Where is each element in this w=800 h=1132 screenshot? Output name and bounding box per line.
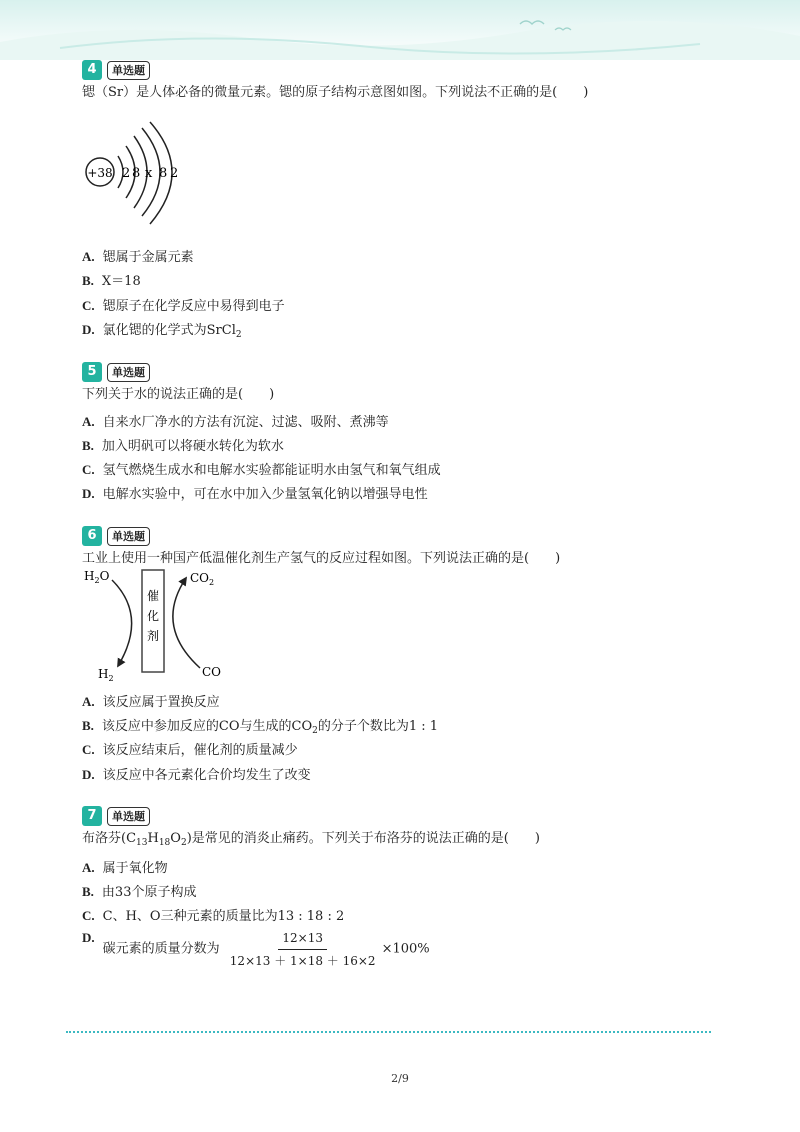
arrow-h2o-to-h2	[112, 580, 132, 666]
option-a[interactable]: A. 自来水厂净水的方法有沉淀、过滤、吸附、煮沸等	[82, 414, 389, 430]
option-b[interactable]: B. 该反应中参加反应的CO与生成的$CO_2$的分子个数比为1 : 1	[82, 718, 439, 736]
shell-5-electrons: 2	[170, 166, 179, 181]
question-type-badge: 单选题	[107, 363, 150, 382]
option-c[interactable]: C. 锶原子在化学反应中易得到电子	[82, 298, 285, 314]
option-c[interactable]: C. 氢气燃烧生成水和电解水实验都能证明水由氢气和氧气组成	[82, 462, 441, 478]
catalyst-char-2: 化	[146, 609, 160, 623]
nucleus-label: +38	[87, 166, 113, 180]
fraction-denominator: 12×13 ＋ 1×18 ＋ 16×2	[229, 954, 376, 968]
question-5	[82, 362, 742, 405]
shell-2-electrons: 8	[132, 166, 141, 181]
option-a[interactable]: A. 属于氧化物	[82, 860, 168, 876]
option-d[interactable]: D. 该反应中各元素化合价均发生了改变	[82, 767, 311, 783]
page-number: 2/9	[391, 1072, 409, 1085]
h2-label: $H_2$	[98, 667, 114, 683]
header-decoration	[0, 0, 800, 60]
option-b[interactable]: B. 加入明矾可以将硬水转化为软水	[82, 438, 284, 454]
question-type-badge: 单选题	[107, 527, 150, 546]
co-label: CO	[202, 665, 222, 679]
option-d[interactable]: D. 氯化锶的化学式为SrCl$_2$	[82, 322, 242, 340]
footer-divider	[66, 1031, 711, 1033]
fraction-numerator: 12×13	[278, 928, 327, 950]
option-d[interactable]: D.碳元素的质量分数为 $\frac{12\times 13}{12\times 13 + 1\times 18 + 16\times 2}$ ×100%	[82, 928, 430, 971]
arrow-co-to-co2	[173, 578, 200, 668]
question-stem: 下列关于水的说法正确的是( )	[82, 387, 275, 402]
question-type-badge: 单选题	[107, 61, 150, 80]
question-4	[82, 60, 742, 103]
question-stem: 工业上使用一种国产低温催化剂生产氢气的反应过程如图。下列说法正确的是( )	[82, 551, 561, 566]
option-b[interactable]: B. 由33个原子构成	[82, 884, 197, 900]
shell-3-electrons: x	[145, 166, 153, 181]
option-c[interactable]: C. 该反应结束后，催化剂的质量减少	[82, 742, 298, 758]
option-a[interactable]: A. 锶属于金属元素	[82, 249, 194, 265]
question-stem: 布洛芬$(C_{13}H_{18}O_2)$是常见的消炎止痛药。下列关于布洛芬的说法正确的是( )	[82, 831, 540, 848]
question-stem: 锶（Sr）是人体必备的微量元素。锶的原子结构示意图如图。下列说法不正确的是( )	[82, 85, 589, 100]
catalyst-char-1: 催	[146, 589, 160, 603]
question-7	[82, 806, 742, 849]
question-number: 7	[82, 806, 102, 826]
option-d[interactable]: D. 电解水实验中，可在水中加入少量氢氧化钠以增强导电性	[82, 486, 428, 502]
catalyst-char-3: 剂	[146, 629, 160, 643]
option-a[interactable]: A. 该反应属于置换反应	[82, 694, 220, 710]
question-type-badge: 单选题	[107, 807, 150, 826]
catalyst-reaction-diagram	[82, 566, 242, 684]
h2o-label: $H_2O$	[84, 569, 110, 585]
question-number: 5	[82, 362, 102, 382]
shell-4-electrons: 8	[159, 166, 168, 181]
question-number: 6	[82, 526, 102, 546]
question-6	[82, 526, 742, 569]
option-c[interactable]: C. C、H、O三种元素的质量比为13 : 18 : 2	[82, 908, 345, 924]
question-number: 4	[82, 60, 102, 80]
atomic-structure-diagram	[82, 120, 212, 230]
option-b[interactable]: B. X＝18	[82, 273, 141, 289]
co2-label: $CO_2$	[190, 571, 215, 587]
mass-fraction-expression	[226, 928, 380, 971]
shell-1-electrons: 2	[122, 166, 131, 181]
